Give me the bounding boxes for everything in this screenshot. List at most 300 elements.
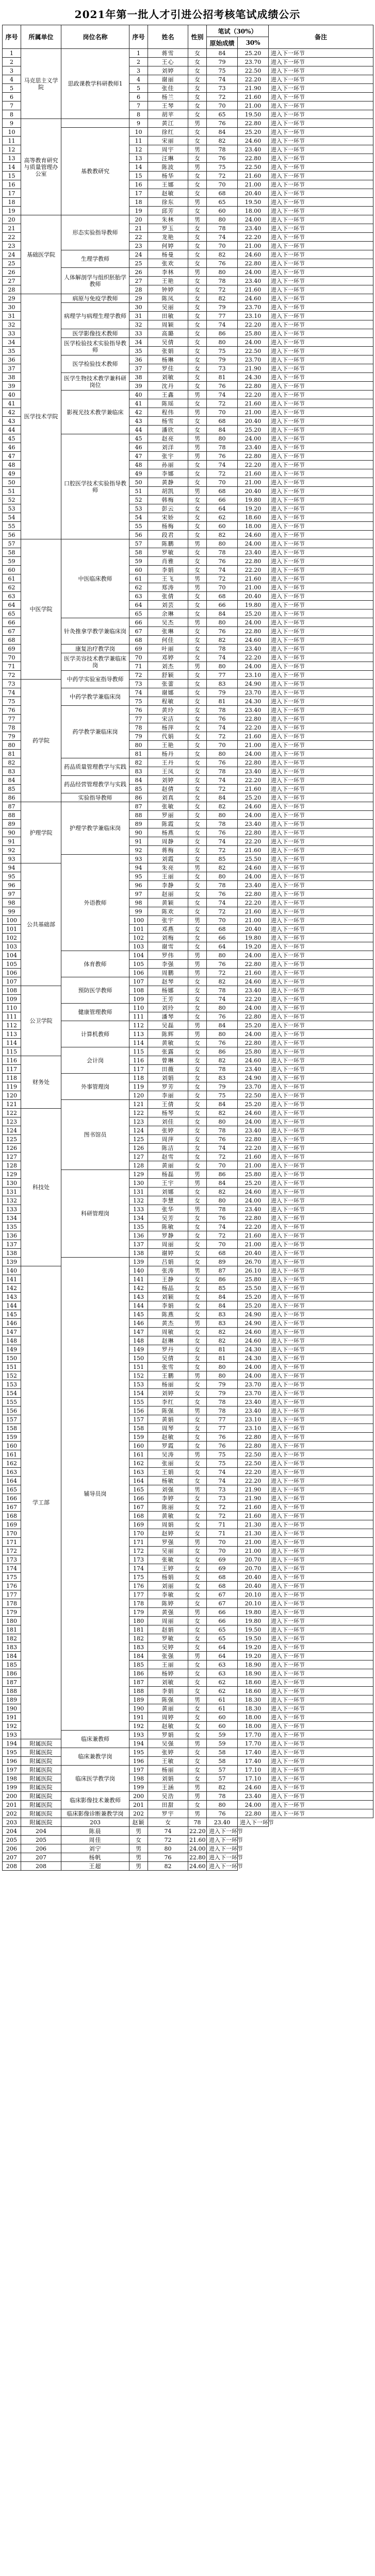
raw-score: 82: [207, 1328, 238, 1336]
weighted-score: 22.20: [238, 566, 269, 574]
row-number: 88: [129, 811, 148, 820]
table-header: [3, 25, 373, 49]
row-number: 32: [129, 320, 148, 329]
raw-score: 70: [207, 1161, 238, 1170]
col-header-weighted: 30%: [238, 37, 269, 49]
remark: 进入下一环节: [269, 1757, 373, 1766]
candidate-gender: 男: [188, 434, 207, 443]
candidate-gender: 女: [188, 1363, 207, 1371]
raw-score: 72: [207, 785, 238, 793]
candidate-gender: 男: [188, 583, 207, 592]
candidate-name: 何婷: [148, 242, 188, 250]
raw-score: 79: [207, 355, 238, 364]
weighted-score: 20.40: [238, 417, 269, 426]
weighted-score: 25.20: [238, 1179, 269, 1188]
remark: 进入下一环节: [269, 916, 373, 925]
row-index: 84: [3, 776, 21, 785]
remark: 进入下一环节: [269, 872, 373, 881]
raw-score: 82: [207, 1056, 238, 1065]
row-index: 167: [3, 1503, 21, 1512]
post-cell: 医学检验技术教师: [61, 355, 129, 373]
raw-score: 78: [207, 1126, 238, 1135]
remark: 进入下一环节: [269, 1179, 373, 1188]
weighted-score: 20.10: [238, 1599, 269, 1608]
row-number: 184: [129, 1652, 148, 1660]
candidate-name: 张娟: [148, 347, 188, 355]
weighted-score: 22.20: [238, 391, 269, 399]
candidate-name: 杨丽: [148, 1766, 188, 1774]
raw-score: 70: [207, 583, 238, 592]
weighted-score: 18.00: [238, 1713, 269, 1722]
candidate-gender: 男: [188, 452, 207, 461]
post-cell: 临床影像诊断兼教学岗: [61, 1809, 129, 1818]
weighted-score: 22.20: [238, 776, 269, 785]
candidate-gender: 女: [188, 732, 207, 741]
row-index: 155: [3, 1398, 21, 1406]
row-number: 90: [129, 828, 148, 837]
candidate-gender: 女: [188, 1669, 207, 1678]
raw-score: 75: [207, 66, 238, 75]
candidate-gender: 男: [188, 408, 207, 417]
raw-score: 70: [207, 408, 238, 417]
row-index: 54: [3, 513, 21, 522]
row-number: 133: [129, 1205, 148, 1214]
weighted-score: 23.40: [238, 1398, 269, 1406]
row-index: 41: [3, 399, 21, 408]
candidate-gender: 女: [188, 1240, 207, 1249]
row-number: 141: [129, 1275, 148, 1284]
candidate-name: 李娟: [148, 1687, 188, 1696]
raw-score: 82: [207, 802, 238, 811]
candidate-gender: 女: [188, 1494, 207, 1503]
weighted-score: 24.00: [238, 434, 269, 443]
candidate-name: 徐红: [148, 128, 188, 137]
row-index: 154: [3, 1389, 21, 1398]
remark: 进入下一环节: [269, 1258, 373, 1266]
weighted-score: 23.40: [238, 277, 269, 285]
remark: 进入下一环节: [269, 189, 373, 198]
row-number: 198: [129, 1774, 148, 1783]
candidate-name: 杨燕: [148, 828, 188, 837]
raw-score: 73: [207, 1494, 238, 1503]
unit-cell: 附属医院: [21, 1792, 61, 1801]
raw-score: 68: [207, 487, 238, 496]
row-number: 161: [129, 1450, 148, 1459]
candidate-name: 周萍: [148, 1135, 188, 1144]
candidate-gender: 女: [188, 207, 207, 215]
weighted-score: 18.00: [238, 522, 269, 531]
candidate-gender: 女: [188, 1757, 207, 1766]
weighted-score: 25.20: [238, 1301, 269, 1310]
row-number: 147: [129, 1328, 148, 1336]
weighted-score: 23.40: [238, 224, 269, 233]
remark: 进入下一环节: [269, 1520, 373, 1529]
row-number: 27: [129, 277, 148, 285]
weighted-score: 22.80: [238, 259, 269, 268]
raw-score: 76: [207, 627, 238, 636]
row-index: 35: [3, 347, 21, 355]
raw-score: 82: [207, 977, 238, 986]
row-index: 44: [3, 426, 21, 434]
candidate-name: 陈辉: [148, 1030, 188, 1039]
remark: 进入下一环节: [269, 1266, 373, 1275]
row-index: 148: [3, 1336, 21, 1345]
remark: 进入下一环节: [269, 154, 373, 163]
candidate-gender: 女: [188, 277, 207, 285]
raw-score: 82: [207, 1336, 238, 1345]
raw-score: 78: [207, 1205, 238, 1214]
row-index: 30: [3, 303, 21, 312]
weighted-score: 18.30: [238, 1704, 269, 1713]
weighted-score: 19.50: [238, 1634, 269, 1643]
row-index: 121: [3, 1100, 21, 1109]
candidate-name: 代娟: [148, 732, 188, 741]
raw-score: 80: [207, 811, 238, 820]
row-number: 36: [129, 355, 148, 364]
remark: 进入下一环节: [269, 1529, 373, 1538]
unit-cell: 基础医学院: [21, 215, 61, 294]
row-number: 51: [129, 487, 148, 496]
raw-score: 69: [207, 1564, 238, 1573]
raw-score: 76: [207, 890, 238, 899]
raw-score: 80: [207, 434, 238, 443]
remark: 进入下一环节: [207, 1836, 238, 1844]
remark: 进入下一环节: [269, 566, 373, 574]
raw-score: 84: [207, 49, 238, 58]
weighted-score: 22.50: [238, 1450, 269, 1459]
candidate-name: 谢丽: [148, 75, 188, 84]
remark: 进入下一环节: [269, 93, 373, 101]
remark: 进入下一环节: [269, 434, 373, 443]
remark: 进入下一环节: [269, 828, 373, 837]
row-number: 117: [129, 1065, 148, 1074]
raw-score: 86: [207, 1275, 238, 1284]
raw-score: 72: [207, 1512, 238, 1520]
candidate-name: 周宇: [148, 145, 188, 154]
row-number: 92: [129, 846, 148, 855]
candidate-name: 杨琳: [148, 355, 188, 364]
candidate-gender: 女: [188, 128, 207, 137]
row-number: 13: [129, 154, 148, 163]
candidate-name: 段君: [148, 531, 188, 539]
raw-score: 57: [207, 1774, 238, 1783]
weighted-score: 22.80: [238, 1442, 269, 1450]
remark: 进入下一环节: [269, 1766, 373, 1774]
candidate-name: 陈凤: [148, 294, 188, 303]
row-index: 106: [3, 969, 21, 977]
remark: 进入下一环节: [269, 1319, 373, 1328]
post-cell: 中药学实验室指导教师: [61, 671, 129, 688]
candidate-gender: 男: [188, 863, 207, 872]
score-table: [2, 25, 373, 1871]
row-number: 31: [129, 312, 148, 320]
row-index: 13: [3, 154, 21, 163]
row-number: 33: [129, 329, 148, 338]
candidate-gender: 女: [188, 1424, 207, 1433]
weighted-score: 21.60: [238, 1231, 269, 1240]
candidate-gender: 女: [188, 1039, 207, 1047]
remark: 进入下一环节: [269, 995, 373, 1004]
row-index: 176: [3, 1582, 21, 1590]
row-number: 78: [129, 723, 148, 732]
candidate-name: 胡苹: [148, 110, 188, 119]
raw-score: 86: [207, 329, 238, 338]
row-index: 191: [3, 1713, 21, 1722]
candidate-name: 王凤: [148, 767, 188, 776]
remark: 进入下一环节: [269, 601, 373, 609]
post-cell: 思政课教学科研教师1: [61, 49, 129, 119]
candidate-name: 杨娜: [148, 986, 188, 995]
row-number: 194: [129, 1739, 148, 1748]
row-index: 49: [3, 469, 21, 478]
row-index: 104: [3, 951, 21, 960]
col-header-exam: 笔试（30%）: [207, 25, 269, 37]
raw-score: 72: [207, 285, 238, 294]
candidate-gender: 女: [188, 653, 207, 662]
col-header-name: 姓名: [148, 25, 188, 49]
raw-score: 74: [207, 1223, 238, 1231]
candidate-name: 李娟: [148, 566, 188, 574]
row-index: 113: [3, 1030, 21, 1039]
candidate-gender: 女: [188, 478, 207, 487]
unit-cell: 附属医院: [21, 1739, 61, 1748]
candidate-name: 黄强: [148, 1608, 188, 1617]
candidate-gender: 女: [188, 1555, 207, 1564]
raw-score: 64: [207, 1643, 238, 1652]
remark: 进入下一环节: [269, 925, 373, 934]
weighted-score: 22.80: [238, 890, 269, 899]
weighted-score: 23.40: [207, 1818, 238, 1827]
candidate-gender: 男: [188, 215, 207, 224]
weighted-score: 22.80: [188, 1853, 207, 1862]
row-index: 170: [3, 1529, 21, 1538]
remark: 进入下一环节: [269, 1442, 373, 1450]
row-index: 64: [3, 601, 21, 609]
weighted-score: 25.20: [238, 426, 269, 434]
candidate-gender: 女: [188, 1249, 207, 1258]
candidate-name: 李红: [148, 1398, 188, 1406]
remark: 进入下一环节: [269, 618, 373, 627]
table-row: [3, 1809, 373, 1818]
candidate-name: 刘颖: [148, 1293, 188, 1301]
weighted-score: 22.80: [238, 154, 269, 163]
row-index: 126: [3, 1144, 21, 1153]
row-number: 47: [129, 452, 148, 461]
remark: 进入下一环节: [269, 1669, 373, 1678]
candidate-name: 刘娟: [148, 1074, 188, 1082]
row-index: 186: [3, 1669, 21, 1678]
row-index: 3: [3, 66, 21, 75]
raw-score: 78: [207, 1792, 238, 1801]
raw-score: 75: [207, 1459, 238, 1468]
candidate-gender: 女: [188, 986, 207, 995]
candidate-name: 李慧: [148, 1196, 188, 1205]
weighted-score: 24.00: [238, 215, 269, 224]
candidate-gender: 女: [188, 855, 207, 863]
raw-score: 81: [207, 697, 238, 706]
row-number: 96: [129, 881, 148, 890]
raw-score: 81: [207, 1354, 238, 1363]
row-index: 48: [3, 461, 21, 469]
candidate-gender: 女: [188, 1301, 207, 1310]
raw-score: 58: [207, 1748, 238, 1757]
candidate-gender: 女: [188, 303, 207, 312]
row-index: 25: [3, 259, 21, 268]
candidate-name: 杨丹: [148, 750, 188, 758]
unit-cell: 学工部: [21, 1266, 61, 1739]
remark: 进入下一环节: [269, 1564, 373, 1573]
candidate-name: 陈鹏: [148, 539, 188, 548]
row-index: 188: [3, 1687, 21, 1696]
row-number: 146: [129, 1319, 148, 1328]
candidate-name: 李丽: [148, 1091, 188, 1100]
row-number: 204: [21, 1827, 61, 1836]
remark: 进入下一环节: [269, 513, 373, 522]
table-body: [3, 49, 373, 1871]
weighted-score: 21.60: [238, 785, 269, 793]
candidate-gender: 男: [188, 1739, 207, 1748]
row-number: 113: [129, 1030, 148, 1039]
candidate-name: 张琳: [148, 627, 188, 636]
row-index: 189: [3, 1696, 21, 1704]
row-index: 151: [3, 1363, 21, 1371]
row-number: 39: [129, 382, 148, 391]
weighted-score: 21.00: [238, 916, 269, 925]
unit-cell: 附属医院: [21, 1818, 61, 1827]
row-number: 149: [129, 1345, 148, 1354]
candidate-gender: 男: [188, 969, 207, 977]
row-number: 37: [129, 364, 148, 373]
candidate-name: 陈洁: [148, 1144, 188, 1153]
raw-score: 78: [207, 443, 238, 452]
row-index: 146: [3, 1319, 21, 1328]
raw-score: 80: [207, 338, 238, 347]
weighted-score: 25.20: [238, 49, 269, 58]
weighted-score: 24.60: [238, 636, 269, 645]
weighted-score: 24.60: [238, 1188, 269, 1196]
candidate-name: 黄玲: [148, 706, 188, 715]
candidate-gender: 女: [188, 1153, 207, 1161]
raw-score: 74: [207, 995, 238, 1004]
remark: 进入下一环节: [269, 1363, 373, 1371]
candidate-name: 黄江: [148, 119, 188, 128]
table-row: [3, 680, 373, 688]
weighted-score: 24.30: [238, 697, 269, 706]
raw-score: 74: [207, 723, 238, 732]
raw-score: 68: [207, 1249, 238, 1258]
unit-cell: 附属医院: [21, 1766, 61, 1774]
weighted-score: 22.20: [238, 899, 269, 907]
candidate-gender: 男: [188, 1266, 207, 1275]
weighted-score: 22.20: [238, 75, 269, 84]
candidate-name: 王倩: [148, 1100, 188, 1109]
candidate-name: 杨敏: [148, 1477, 188, 1485]
row-index: 178: [3, 1599, 21, 1608]
row-number: 175: [129, 1573, 148, 1582]
row-number: 52: [129, 496, 148, 504]
candidate-name: 刘杰: [148, 662, 188, 671]
row-number: 84: [129, 776, 148, 785]
remark: 进入下一环节: [269, 49, 373, 58]
remark: 进入下一环节: [269, 1012, 373, 1021]
row-index: 102: [3, 934, 21, 942]
post-cell: 药学教学兼临床岗: [61, 706, 129, 758]
remark: 进入下一环节: [269, 890, 373, 899]
raw-score: 60: [207, 1713, 238, 1722]
candidate-gender: 女: [188, 469, 207, 478]
candidate-gender: 女: [188, 820, 207, 828]
candidate-gender: 女: [188, 899, 207, 907]
candidate-name: 杨梅: [148, 522, 188, 531]
row-number: 158: [129, 1424, 148, 1433]
row-number: 187: [129, 1678, 148, 1687]
row-number: 41: [129, 399, 148, 408]
unit-cell: 公共基础部: [21, 863, 61, 986]
row-index: 111: [3, 1012, 21, 1021]
remark: 进入下一环节: [269, 802, 373, 811]
weighted-score: 23.40: [238, 1126, 269, 1135]
row-number: 28: [129, 285, 148, 294]
row-number: 66: [129, 618, 148, 627]
candidate-gender: 女: [188, 758, 207, 767]
row-index: 158: [3, 1424, 21, 1433]
row-index: 83: [3, 767, 21, 776]
row-index: 125: [3, 1135, 21, 1144]
candidate-gender: 女: [188, 907, 207, 916]
candidate-name: 张敏: [148, 1555, 188, 1564]
row-index: 58: [3, 548, 21, 557]
raw-score: 71: [207, 1520, 238, 1529]
raw-score: 78: [207, 1406, 238, 1415]
remark: 进入下一环节: [269, 1512, 373, 1520]
candidate-gender: 女: [188, 1231, 207, 1240]
raw-score: 84: [207, 1021, 238, 1030]
table-row: [3, 1056, 373, 1065]
candidate-gender: 女: [188, 364, 207, 373]
candidate-gender: 女: [188, 1512, 207, 1520]
candidate-name: 王娜: [148, 180, 188, 189]
raw-score: 74: [207, 1477, 238, 1485]
row-number: 192: [129, 1722, 148, 1731]
row-index: 15: [3, 172, 21, 180]
candidate-gender: 女: [188, 1214, 207, 1223]
candidate-name: 刘婷: [148, 1389, 188, 1398]
post-cell: 药品质量管理教学与实践: [61, 758, 129, 776]
candidate-gender: 女: [188, 1004, 207, 1012]
weighted-score: 24.60: [238, 863, 269, 872]
row-index: 199: [3, 1783, 21, 1792]
post-cell: 健康管理教师: [61, 1004, 129, 1021]
candidate-name: 罗伟: [148, 951, 188, 960]
candidate-name: 刘强: [148, 1485, 188, 1494]
candidate-name: 罗强: [148, 1538, 188, 1547]
candidate-name: 张强: [148, 1652, 188, 1660]
row-number: 136: [129, 1231, 148, 1240]
candidate-gender: 女: [188, 1634, 207, 1643]
weighted-score: 24.00: [238, 750, 269, 758]
table-row: [3, 1827, 373, 1836]
candidate-name: 罗丹: [148, 1345, 188, 1354]
row-index: 61: [3, 574, 21, 583]
row-index: 128: [3, 1161, 21, 1170]
raw-score: 81: [207, 1345, 238, 1354]
row-number: 177: [129, 1590, 148, 1599]
candidate-name: 王超: [61, 1862, 129, 1871]
weighted-score: 25.20: [238, 1293, 269, 1301]
weighted-score: 24.30: [238, 1345, 269, 1354]
candidate-gender: 男: [188, 1179, 207, 1188]
row-index: 16: [3, 180, 21, 189]
